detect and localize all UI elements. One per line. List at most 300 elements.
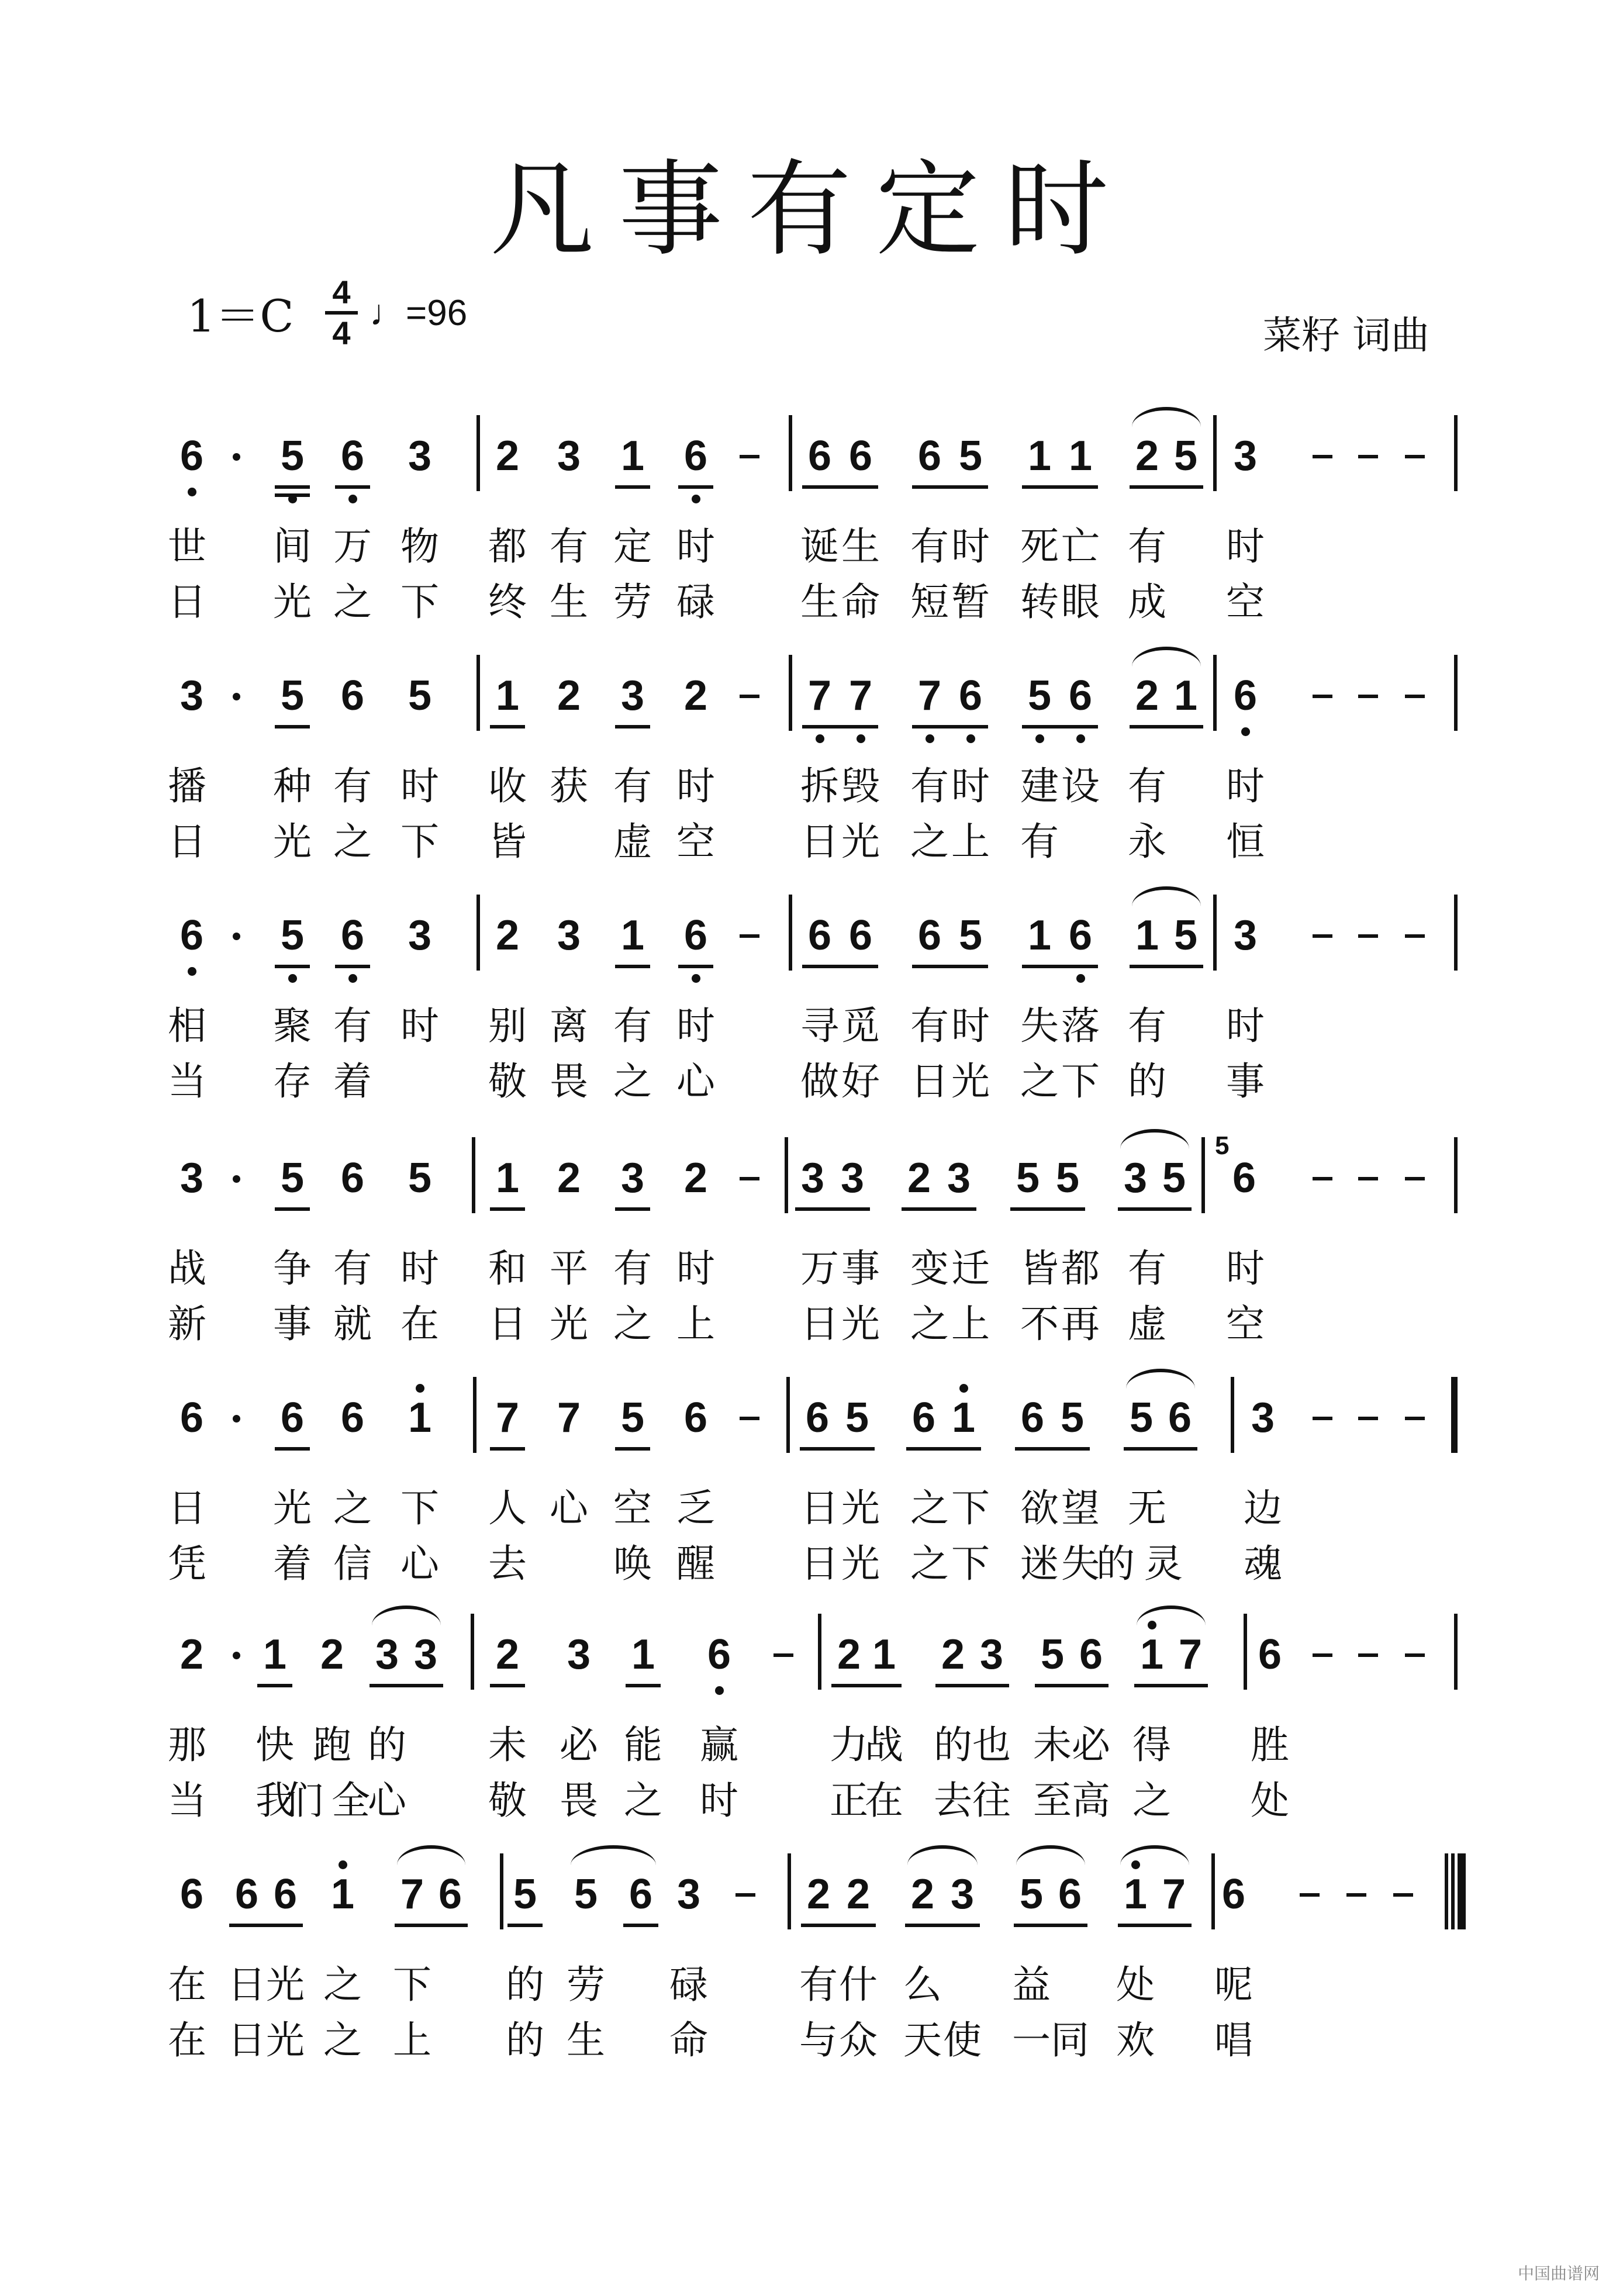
sustain-dash xyxy=(1358,934,1378,938)
underline-beam xyxy=(902,1207,976,1211)
lyric-char: 生 xyxy=(841,524,880,569)
sustain-dash xyxy=(1358,1653,1378,1657)
underline-beam xyxy=(257,1684,292,1687)
underline-beam xyxy=(935,1684,1009,1687)
augmentation-dot xyxy=(233,453,240,461)
lyric-char: 亡 xyxy=(1061,524,1100,569)
barline xyxy=(500,1853,503,1929)
note: 6 xyxy=(683,1394,708,1441)
note: 6 xyxy=(629,1871,653,1918)
note: 3 xyxy=(408,433,432,479)
lyric-char: 碌 xyxy=(676,579,715,624)
lyric-char: 欢 xyxy=(1116,2018,1155,2063)
lyric-char: 使 xyxy=(943,2018,982,2063)
lyric-char: 和 xyxy=(488,1246,527,1291)
note: 6 xyxy=(958,672,983,719)
lyric-char: 唤 xyxy=(613,1541,652,1586)
lyric-char: 么 xyxy=(903,1962,942,2007)
lyric-char: 定 xyxy=(613,524,652,569)
octave-dot-below xyxy=(188,488,196,496)
note: 6 xyxy=(707,1631,731,1678)
lyric-char: 唱 xyxy=(1214,2018,1253,2063)
sustain-dash xyxy=(735,1893,755,1897)
sustain-dash xyxy=(1313,1653,1332,1657)
lyric-char: 当 xyxy=(168,1778,206,1823)
lyric-char: 万 xyxy=(800,1246,839,1291)
note: 6 xyxy=(179,1871,204,1918)
lyric-char: 有 xyxy=(1128,1246,1166,1291)
lyric-char: 的 xyxy=(368,1722,406,1767)
octave-dot-below xyxy=(288,974,297,983)
underline-beam xyxy=(1134,1684,1208,1687)
lyric-char: 生 xyxy=(800,579,839,624)
note: 5 xyxy=(1040,1631,1065,1678)
lyric-char: 们 xyxy=(285,1778,323,1823)
lyric-char: 死 xyxy=(1020,524,1059,569)
note: 3 xyxy=(800,1155,825,1201)
octave-dot-below xyxy=(1241,727,1250,736)
note: 3 xyxy=(1233,433,1258,479)
lyric-char: 日 xyxy=(488,1301,527,1346)
note: 5 xyxy=(408,672,432,719)
underline-beam xyxy=(1130,725,1203,728)
note: 6 xyxy=(807,912,832,959)
underline-beam xyxy=(370,1684,443,1687)
staff-system xyxy=(0,672,1623,918)
note: 5 xyxy=(1027,672,1052,719)
barline-end xyxy=(1458,1853,1466,1929)
barline xyxy=(1213,655,1217,731)
octave-dot-below xyxy=(857,734,865,743)
barline xyxy=(789,895,792,971)
sustain-dash xyxy=(1346,1893,1366,1897)
note: 5 xyxy=(958,433,983,479)
key-signature: 1＝C xyxy=(187,290,294,342)
note: 6 xyxy=(1079,1631,1103,1678)
underline-beam xyxy=(802,725,878,728)
lyric-char: 益 xyxy=(1012,1962,1051,2007)
lyric-char: 必 xyxy=(560,1722,598,1767)
sustain-dash xyxy=(1300,1893,1320,1897)
note: 2 xyxy=(1135,672,1159,719)
note: 6 xyxy=(340,672,365,719)
note: 5 xyxy=(280,912,305,959)
lyric-char: 敬 xyxy=(488,1778,527,1823)
lyric-char: 下 xyxy=(400,579,439,624)
note: 3 xyxy=(179,1155,204,1201)
lyric-char: 也 xyxy=(972,1722,1011,1767)
note: 6 xyxy=(340,433,365,479)
lyric-char: 时 xyxy=(400,1003,439,1048)
note: 7 xyxy=(1162,1871,1186,1918)
lyric-char: 都 xyxy=(1061,1246,1100,1291)
lyric-char: 高 xyxy=(1072,1778,1110,1823)
lyric-char: 时 xyxy=(951,764,990,809)
lyric-char: 都 xyxy=(488,524,527,569)
note: 1 xyxy=(620,912,645,959)
note: 1 xyxy=(951,1394,976,1441)
lyric-char: 能 xyxy=(624,1722,662,1767)
lyric-char: 短 xyxy=(910,579,949,624)
note: 3 xyxy=(408,912,432,959)
lyric-char: 毁 xyxy=(841,764,880,809)
lyric-char: 望 xyxy=(1061,1486,1100,1531)
sustain-dash xyxy=(1405,695,1425,698)
lyric-char: 有 xyxy=(613,764,652,809)
lyric-char: 有 xyxy=(1020,819,1059,864)
underline-beam xyxy=(912,725,988,728)
note: 6 xyxy=(280,1394,305,1441)
note: 6 xyxy=(917,912,942,959)
lyric-char: 心 xyxy=(550,1486,588,1531)
note: 5 xyxy=(958,912,983,959)
lyric-char: 转 xyxy=(1020,579,1059,624)
note: 5 xyxy=(1055,1155,1080,1201)
note: 3 xyxy=(567,1631,591,1678)
lyric-char: 时 xyxy=(951,1003,990,1048)
note: 3 xyxy=(179,672,204,719)
note: 7 xyxy=(400,1871,424,1918)
lyric-char: 日 xyxy=(168,579,206,624)
note: 2 xyxy=(320,1631,344,1678)
staff-system xyxy=(0,1871,1623,2117)
lyric-char: 变 xyxy=(910,1246,949,1291)
lyric-char: 人 xyxy=(488,1486,527,1531)
underline-beam xyxy=(615,1447,650,1451)
note: 2 xyxy=(837,1631,861,1678)
underline-beam xyxy=(1118,1924,1192,1927)
augmentation-dot xyxy=(233,1415,240,1423)
lyric-char: 时 xyxy=(676,524,715,569)
note: 1 xyxy=(263,1631,287,1678)
lyric-char: 有 xyxy=(333,764,372,809)
note: 6 xyxy=(340,912,365,959)
note: 2 xyxy=(907,1155,931,1201)
lyric-char: 日 xyxy=(910,1059,949,1104)
lyric-char: 心 xyxy=(676,1059,715,1104)
note: 3 xyxy=(620,672,645,719)
lyric-char: 去 xyxy=(934,1778,972,1823)
lyric-char: 迷 xyxy=(1020,1541,1059,1586)
lyric-char: 命 xyxy=(669,2018,708,2063)
lyric-char: 处 xyxy=(1251,1778,1289,1823)
sustain-dash xyxy=(1358,1177,1378,1180)
lyric-char: 别 xyxy=(488,1003,527,1048)
lyric-char: 有 xyxy=(910,1003,949,1048)
lyric-char: 乏 xyxy=(676,1486,715,1531)
underline-beam xyxy=(275,485,310,489)
octave-dot-below xyxy=(288,495,297,503)
note: 6 xyxy=(1020,1394,1045,1441)
lyric-char: 有 xyxy=(1128,1003,1166,1048)
note: 3 xyxy=(1233,912,1258,959)
note: 2 xyxy=(683,1155,708,1201)
sustain-dash xyxy=(1313,455,1332,458)
underline-beam xyxy=(1015,1447,1090,1451)
lyric-char: 之 xyxy=(333,819,372,864)
lyric-char: 之 xyxy=(910,1541,949,1586)
barline-end xyxy=(1454,1377,1458,1453)
barline-end xyxy=(1454,1614,1458,1690)
lyric-char: 不 xyxy=(1020,1301,1059,1346)
lyric-char: 万 xyxy=(333,524,372,569)
note: 5 xyxy=(574,1871,598,1918)
underline-beam xyxy=(1130,965,1203,968)
lyric-char: 战 xyxy=(168,1246,206,1291)
note: 3 xyxy=(840,1155,865,1201)
lyric-char: 胜 xyxy=(1251,1722,1289,1767)
lyric-char: 时 xyxy=(676,1246,715,1291)
barline xyxy=(1231,1377,1234,1453)
lyric-char: 畏 xyxy=(560,1778,598,1823)
lyric-char: 日 xyxy=(227,2018,266,2063)
note: 5 xyxy=(845,1394,869,1441)
underline-beam xyxy=(490,1684,525,1687)
lyric-char: 之 xyxy=(624,1778,662,1823)
lyric-char: 做 xyxy=(800,1059,839,1104)
sustain-dash xyxy=(773,1653,793,1657)
octave-dot-below xyxy=(348,495,357,503)
lyric-char: 力 xyxy=(830,1722,868,1767)
tempo-marking: ♩=96 xyxy=(370,293,468,333)
note: 7 xyxy=(1178,1631,1203,1678)
author-credit: 菜籽 词曲 xyxy=(1263,313,1429,358)
lyric-char: 同 xyxy=(1051,2018,1089,2063)
lyric-char: 着 xyxy=(273,1541,312,1586)
lyric-char: 之 xyxy=(1020,1059,1059,1104)
underline-beam xyxy=(1130,485,1203,489)
note: 5 xyxy=(1016,1155,1040,1201)
lyric-char: 日 xyxy=(168,1486,206,1531)
sustain-dash xyxy=(1405,455,1425,458)
note: 5 xyxy=(1162,1155,1186,1201)
note: 1 xyxy=(1068,433,1093,479)
note: 6 xyxy=(805,1394,830,1441)
underline-beam xyxy=(615,1207,650,1211)
sustain-dash xyxy=(1358,695,1378,698)
lyric-char: 之 xyxy=(910,819,949,864)
barline xyxy=(1244,1614,1247,1690)
underline-beam xyxy=(490,725,525,728)
note: 3 xyxy=(676,1871,701,1918)
lyric-char: 空 xyxy=(1226,1301,1265,1346)
barline xyxy=(476,895,480,971)
underline-beam xyxy=(623,1924,658,1927)
lyric-char: 觅 xyxy=(841,1003,880,1048)
lyric-char: 好 xyxy=(841,1059,880,1104)
staff-system xyxy=(0,912,1623,1158)
lyric-char: 眼 xyxy=(1061,579,1100,624)
lyric-char: 命 xyxy=(841,579,880,624)
lyric-char: 获 xyxy=(550,764,588,809)
note: 7 xyxy=(557,1394,581,1441)
lyric-char: 皆 xyxy=(488,819,527,864)
lyric-char: 空 xyxy=(1226,579,1265,624)
note: 5 xyxy=(280,672,305,719)
lyric-char: 处 xyxy=(1116,1962,1155,2007)
note: 6 xyxy=(848,912,873,959)
lyric-char: 有 xyxy=(613,1003,652,1048)
note: 7 xyxy=(495,1394,520,1441)
barline-end xyxy=(1454,895,1458,971)
underline-beam xyxy=(626,1684,661,1687)
sustain-dash xyxy=(1358,455,1378,458)
lyric-char: 迁 xyxy=(951,1246,990,1291)
augmentation-dot xyxy=(233,933,240,940)
lyric-char: 生 xyxy=(567,2018,605,2063)
lyric-char: 醒 xyxy=(676,1541,715,1586)
lyric-char: 有 xyxy=(333,1246,372,1291)
lyric-char: 天 xyxy=(903,2018,942,2063)
lyric-char: 时 xyxy=(951,524,990,569)
lyric-char: 与 xyxy=(799,2018,838,2063)
staff-system xyxy=(0,1131,1623,1400)
lyric-char: 播 xyxy=(168,764,206,809)
sustain-dash xyxy=(740,934,759,938)
lyric-char: 光 xyxy=(266,1962,305,2007)
lyric-char: 赢 xyxy=(700,1722,738,1767)
octave-dot-below xyxy=(188,967,196,976)
note: 6 xyxy=(179,433,204,479)
note: 6 xyxy=(911,1394,936,1441)
lyric-char: 有 xyxy=(1128,764,1166,809)
sustain-dash xyxy=(1405,1653,1425,1657)
lyric-char: 凭 xyxy=(168,1541,206,1586)
lyric-char: 相 xyxy=(168,1003,206,1048)
underline-beam xyxy=(275,1207,310,1211)
sustain-dash xyxy=(1313,1177,1332,1180)
barline xyxy=(1213,895,1217,971)
lyric-char: 心 xyxy=(368,1778,406,1823)
underline-beam xyxy=(615,725,650,728)
note: 6 xyxy=(917,433,942,479)
lyric-char: 寻 xyxy=(800,1003,839,1048)
note: 6 xyxy=(683,433,708,479)
lyric-char: 时 xyxy=(676,764,715,809)
barline xyxy=(786,1377,790,1453)
lyric-char: 日 xyxy=(227,1962,266,2007)
underline-beam xyxy=(1022,965,1098,968)
lyric-char: 聚 xyxy=(273,1003,312,1048)
staff-system xyxy=(0,1631,1623,1877)
underline-beam xyxy=(615,965,650,968)
lyric-char: 我 xyxy=(255,1778,294,1823)
lyric-char: 日 xyxy=(800,1486,839,1531)
underline-beam xyxy=(1022,725,1098,728)
lyric-char: 事 xyxy=(273,1301,312,1346)
barline xyxy=(476,655,480,731)
lyric-char: 有 xyxy=(1128,524,1166,569)
time-signature-bottom: 4 xyxy=(332,315,351,351)
note: 7 xyxy=(917,672,942,719)
note: 6 xyxy=(1168,1394,1192,1441)
sustain-dash xyxy=(1405,1177,1425,1180)
underline-beam xyxy=(275,725,310,728)
note: 6 xyxy=(1068,912,1093,959)
lyric-char: 有 xyxy=(613,1246,652,1291)
note: 3 xyxy=(1123,1155,1148,1201)
lyric-char: 光 xyxy=(841,1486,880,1531)
underline-beam xyxy=(678,485,713,489)
lyric-char: 之 xyxy=(333,579,372,624)
note: 2 xyxy=(179,1631,204,1678)
staff-system xyxy=(0,1394,1623,1640)
volta-marking: 5 xyxy=(1215,1131,1230,1160)
sustain-dash xyxy=(1313,934,1332,938)
note: 6 xyxy=(234,1871,259,1918)
lyric-char: 建 xyxy=(1020,764,1059,809)
octave-dot-above xyxy=(959,1384,968,1393)
note: 2 xyxy=(846,1871,871,1918)
lyric-char: 之 xyxy=(323,1962,362,2007)
lyric-char: 日 xyxy=(800,819,839,864)
lyric-char: 拆 xyxy=(800,764,839,809)
lyric-char: 信 xyxy=(333,1541,372,1586)
note: 5 xyxy=(620,1394,645,1441)
lyric-char: 欲 xyxy=(1020,1486,1059,1531)
lyric-char: 战 xyxy=(865,1722,903,1767)
note: 5 xyxy=(1173,433,1198,479)
lyric-char: 心 xyxy=(400,1541,439,1586)
lyric-char: 上 xyxy=(676,1301,715,1346)
lyric-char: 往 xyxy=(972,1778,1011,1823)
underline-beam xyxy=(229,1924,303,1927)
lyric-char: 时 xyxy=(1226,1246,1265,1291)
lyric-char: 失 xyxy=(1061,1541,1100,1586)
barline-end xyxy=(1454,1137,1458,1213)
barline-end xyxy=(1454,415,1458,491)
underline-beam xyxy=(1035,1684,1109,1687)
lyric-char: 边 xyxy=(1244,1486,1282,1531)
underline-beam xyxy=(507,1924,543,1927)
barline xyxy=(785,1137,788,1213)
note: 2 xyxy=(806,1871,831,1918)
underline-beam xyxy=(906,1447,981,1451)
lyric-char: 时 xyxy=(1226,524,1265,569)
underline-beam xyxy=(275,1447,310,1451)
underline-beam xyxy=(802,965,878,968)
lyric-char: 上 xyxy=(393,2018,431,2063)
underline-beam xyxy=(335,965,370,968)
underline-beam xyxy=(395,1924,468,1927)
note: 1 xyxy=(1135,912,1159,959)
note: 6 xyxy=(683,912,708,959)
lyric-char: 的 xyxy=(506,1962,544,2007)
barline xyxy=(788,1853,791,1929)
note: 2 xyxy=(683,672,708,719)
lyric-char: 暂 xyxy=(951,579,990,624)
lyric-char: 下 xyxy=(951,1486,990,1531)
barline xyxy=(476,415,480,491)
underline-beam xyxy=(1022,485,1098,489)
lyric-char: 之 xyxy=(323,2018,362,2063)
note: 3 xyxy=(1251,1394,1275,1441)
lyric-char: 那 xyxy=(168,1722,206,1767)
underline-beam xyxy=(490,1207,525,1211)
note: 5 xyxy=(1129,1394,1154,1441)
lyric-char: 光 xyxy=(273,579,312,624)
lyric-char: 时 xyxy=(1226,1003,1265,1048)
lyric-char: 光 xyxy=(841,1301,880,1346)
octave-dot-below xyxy=(816,734,824,743)
note: 6 xyxy=(340,1394,365,1441)
octave-dot-below xyxy=(966,734,975,743)
note: 3 xyxy=(979,1631,1004,1678)
underline-beam xyxy=(1010,1207,1085,1211)
lyric-char: 光 xyxy=(550,1301,588,1346)
lyric-char: 在 xyxy=(400,1301,439,1346)
note: 7 xyxy=(807,672,832,719)
